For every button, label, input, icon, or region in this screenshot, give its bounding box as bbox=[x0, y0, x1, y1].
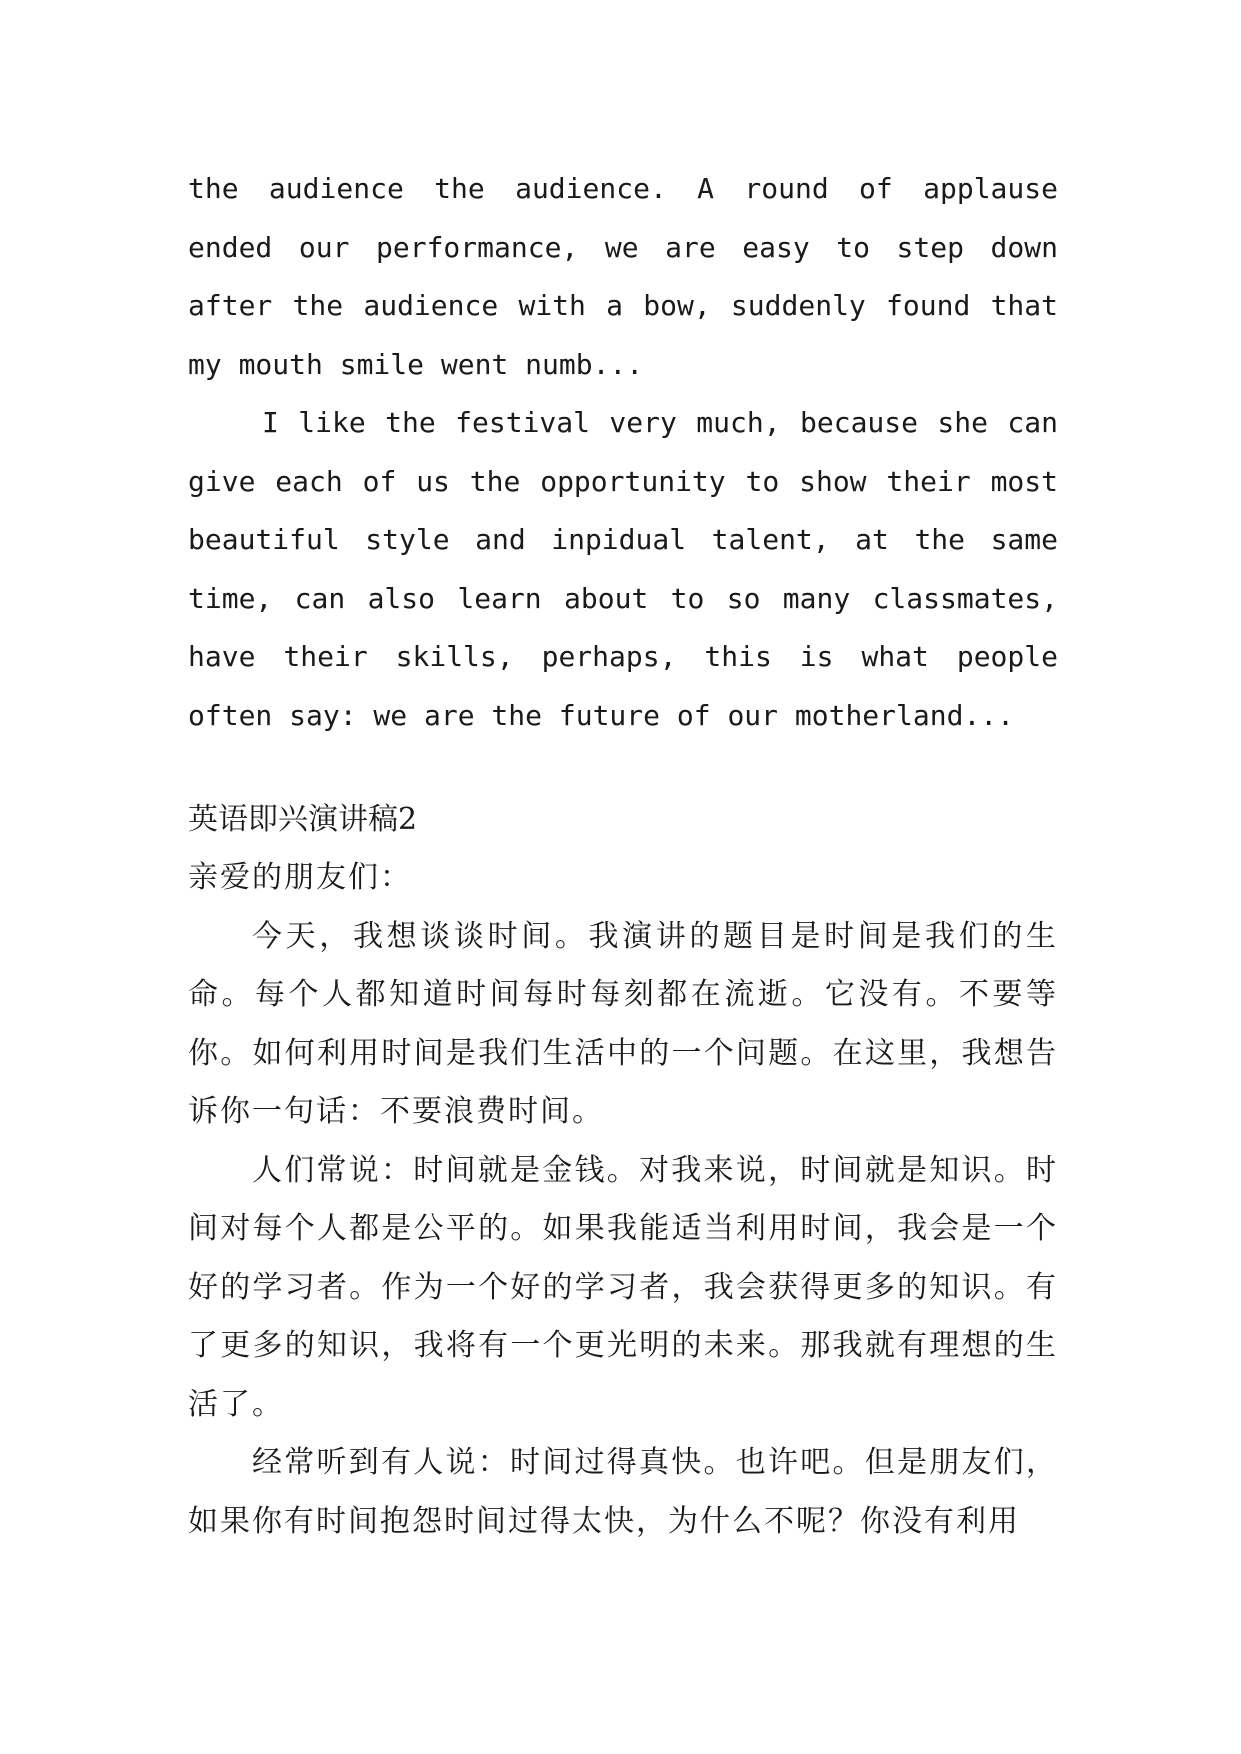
chinese-paragraph: 今天，我想谈谈时间。我演讲的题目是时间是我们的生命。每个人都知道时间每时每刻都在流逝。它没有。不要等你。如何利用时间是我们生活中的一个问题。在这里，我想告诉你一句话：不要浪费时间。 bbox=[188, 918, 1058, 1129]
chinese-paragraph: 经常听到有人说：时间过得真快。也许吧。但是朋友们，如果你有时间抱怨时间过得太快，为什么不呢？你没有利用 bbox=[188, 1445, 1058, 1539]
english-paragraph: the audience the audience. A round of applause ended our performance, we are easy to step down after the audience with a bow, suddenly found that my mouth smile went numb... bbox=[188, 172, 1058, 381]
section-title: 英语即兴演讲稿2 bbox=[188, 802, 418, 837]
document-page bbox=[188, 160, 1058, 1551]
english-paragraph: I like the festival very much, because she can give each of us the opportunity to show their most beautiful style and inpidual talent, at the same time, can also learn about to so many classmates, have their skills, perhaps, this is what people often say: we are the future of our motherland... bbox=[188, 406, 1058, 732]
salutation: 亲爱的朋友们： bbox=[188, 860, 412, 895]
chinese-paragraph: 人们常说：时间就是金钱。对我来说，时间就是知识。时间对每个人都是公平的。如果我能适当利用时间，我会是一个好的学习者。作为一个好的学习者，我会获得更多的知识。有了更多的知识，我将有一个更光明的未来。那我就有理想的生活了。 bbox=[188, 1152, 1058, 1422]
